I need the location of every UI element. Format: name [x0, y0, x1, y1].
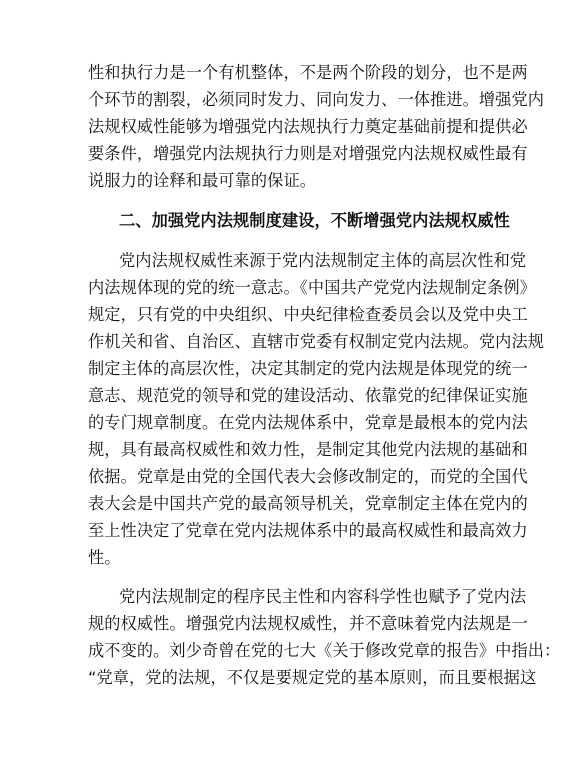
paragraph-line: “党章，党的法规，不仅是要规定党的基本原则，而且要根据这	[88, 668, 537, 687]
paragraph-line: 至上性决定了党章在党内法规体系中的最高权威性和最高效力	[88, 521, 528, 540]
paragraph-line: 制定主体的高层次性，决定其制定的党内法规是体现党的统一	[88, 359, 528, 378]
paragraph-line: 法规权威性能够为增强党内法规执行力奠定基础前提和提供必	[88, 117, 528, 136]
paragraph-line: 作机关和省、自治区、直辖市党委有权制定党内法规。党内法规	[88, 332, 545, 351]
paragraph-line: 性。	[88, 548, 121, 567]
paragraph-line: 党内法规制定的程序民主性和内容科学性也赋予了党内法	[119, 587, 527, 606]
section-heading: 二、加强党内法规制度建设，不断增强党内法规权威性	[119, 211, 510, 230]
paragraph-line: 党内法规权威性来源于党内法规制定主体的高层次性和党	[119, 251, 527, 270]
paragraph-line: 的专门规章制度。在党内法规体系中，党章是最根本的党内法	[88, 413, 528, 432]
paragraph-line: 个环节的割裂，必须同时发力、同向发力、一体推进。增强党内	[88, 90, 545, 109]
paragraph-line: 内法规体现的党的统一意志。《中国共产党党内法规制定条例》	[88, 278, 536, 297]
paragraph-line: 成不变的。刘少奇曾在党的七大《关于修改党章的报告》中指出：	[88, 641, 561, 660]
paragraph-line: 性和执行力是一个有机整体，不是两个阶段的划分，也不是两	[88, 63, 528, 82]
paragraph-line: 要条件，增强党内法规执行力则是对增强党内法规权威性最有	[88, 144, 528, 163]
paragraph-line: 意志、规范党的领导和党的建设活动、依靠党的纪律保证实施	[88, 386, 528, 405]
paragraph-line: 说服力的诠释和最可靠的保证。	[88, 171, 317, 190]
paragraph-line: 规的权威性。增强党内法规权威性，并不意味着党内法规是一	[88, 614, 528, 633]
paragraph-line: 依据。党章是由党的全国代表大会修改制定的，而党的全国代	[88, 467, 528, 486]
paragraph-line: 规，具有最高权威性和效力性，是制定其他党内法规的基础和	[88, 440, 528, 459]
paragraph-line: 规定，只有党的中央组织、中央纪律检查委员会以及党中央工	[88, 305, 528, 324]
paragraph-line: 表大会是中国共产党的最高领导机关，党章制定主体在党内的	[88, 494, 528, 513]
